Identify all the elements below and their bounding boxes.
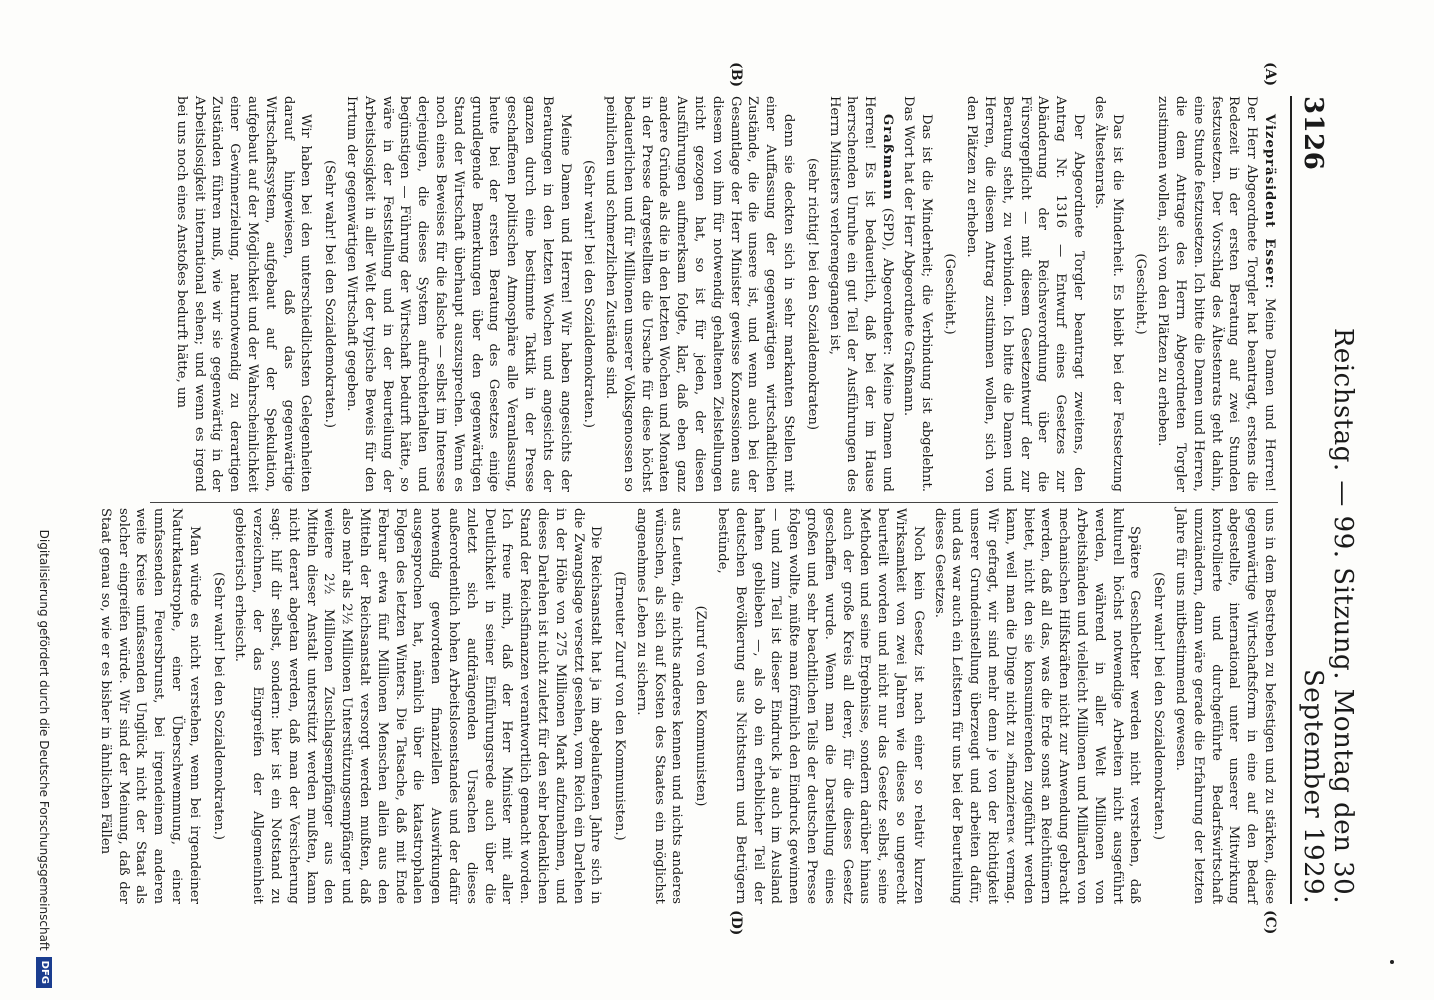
interjection: (Geschieht.) [1133,253,1149,335]
paragraph-text: Meine Damen und Herren! Der Herr Abgeordnete Torgler hat beantragt, erstens die Redezeit in der ersten Beratung auf zwei Stunden festzusetzen. Der Vorschlag des Ältestenrats geht dahin, eine Stunde festzusetzen. Ich bitte die Damen und Herren, die dem Antrage des Herrn Abgeordneten Torgler zustimmen wollen, sich von den Plätzen zu erheben. [1155,96,1277,492]
paragraph [930,508,1144,904]
page-header [1298,96,1358,904]
dfg-logo: DFG [36,957,52,988]
speaker-name: Vizepräsident Esser: [1262,114,1277,290]
interjection: (sehr richtig! bei den Sozialdemokraten) [804,158,820,430]
paragraph [713,508,927,904]
margin-mark-d: (D) [728,910,744,936]
paragraph-text: Das ist die Minderheit; die Verbindung ist abgelehnt. Das Wort hat der Herr Abgeordnete Graßmann. [900,96,934,492]
speaker-name: Graßmann [880,114,896,201]
header-rule [1290,96,1292,904]
paragraph [231,508,605,904]
footer-credit: Digitalisierung gefördert durch die Deutsche Forschungsgemeinschaft [37,529,51,951]
margin-mark-a: (A) [1262,62,1278,87]
margin-mark-b: (B) [728,62,744,88]
paragraph [601,96,797,492]
interjection: (Zuruf von den Kommunisten) [693,605,709,807]
interjection: (Erneuter Zuruf von den Kommunisten.) [612,571,628,841]
digitization-footer [34,0,54,1000]
paragraph [825,96,896,492]
paragraph [632,508,685,904]
paragraph-text: Das ist die Minderheit. Es bleibt bei der Festsetzung des Ältestenrats. [1091,96,1125,492]
margin-mark-c: (C) [1262,910,1278,935]
paragraph-text: aus Leuten, die nichts anderes kennen und nichts anderes wünschen, als sich auf Kosten des Staates ein möglichst angenehmes Leben zu sichern. [633,508,685,904]
interjection: (Sehr wahr! bei den Sozialdemokraten.) [1151,572,1167,840]
paragraph [342,96,573,492]
page-title: Reichstag. — 99. Sitzung. Montag den 30. September 1929. [1298,327,1358,904]
paragraph-text: denn sie deckten sich in sehr markanten Stellen mit einer Auffassung der gegenwärtigen wirtschaftlichen Zustände, die die unsere ist, und wenn auch bei der Gesamtlage der Herr Minister gewisse Konzessionen aus diesem von ihm für notwendig gehaltenen Zielstellungen nicht gezogen hat, so ist für jeden, der diesen Ausführungen aufmerksam folgte, klar, daß eben ganz andere Gründe als die in den letzten Wochen und Monaten in der Presse dargestellten die Ursache für diese höchst bedauerlichen und für Millionen unserer Volksgenossen so peinlichen und schmerzlichen Zustände sind. [603,96,797,492]
paragraph-text: (SPD), Abgeordneter: Meine Damen und Herren! Es ist bedauerlich, daß bei der im Hause herrschenden Unruhe ein gut Teil der Ausführungen des Herrn Ministers verlorengegangen ist, [826,96,896,493]
paragraph [1153,96,1278,492]
paragraph-text: Noch kein Gesetz ist nach einer so relativ kurzen Wirksamkeit von zwei Jahren wie dieses so ungerecht beurteilt worden und nicht nur das Gesetz selbst, seine Methoden und seine Ergebnisse, sondern darüber hinaus auch der große Kreis all derer, für die dieses Gesetz geschaffen wurde. Wenn man die Darstellung eines großen und sehr beachtlichen Teils der deutschen Presse folgen wollte, müßte man förmlich den Eindruck gewinnen — und zum Teil ist dieser Eindruck ja auch im Ausland haften geblieben —, als ob ein erheblicher Teil der deutschen Bevölkerung aus Nichtstuern und Betrügern bestünde, [715,508,926,904]
paragraph-text: Meine Damen und Herren! Wir haben angesichts der Beratungen in den letzten Wochen und angesichts der ganzen durch eine bestimmte Taktik in der Presse geschaffenen politischen Atmosphäre alle Veranlassung, heute bei der ersten Beratung des Gesetzes einige grundlegende Bemerkungen über den gegenwärtigen Stand der Wirtschaft überhaupt auszusprechen. Wenn es noch eines Beweises für die falsche — selbst im Interesse derjenigen, die dieses System aufrechterhalten und begünstigen — Führung der Wirtschaft bedurft hätte, so wäre in der Feststellung und in der Beurteilung der Arbeitslosigkeit in aller Welt der typische Beweis für den Irrtum der gegenwärtigen Wirtschaft gegeben. [343,96,573,492]
paragraph-text: Die Reichsanstalt hat ja im abgelaufenen Jahre sich in die Zwangslage versetzt gesehen, vom Reich ein Darlehen in der Höhe von 275 Millionen Mark aufzunehmen, und dieses Darlehen ist nicht zuletzt für den sehr bedenklichen Stand der Reichsfinanzen verantwortlich gemacht worden. Ich freue mich, daß der Herr Minister mit aller Deutlichkeit in seiner Einführungsrede auch über die zuletzt sich aufdrängenden Ursachen dieses außerordentlich hohen Arbeitslosenstandes und der dafür notwendig gewordenen finanziellen Auswirkungen ausgesprochen hat, nämlich über die katastrophalen Folgen des letzten Winters. Die Tatsache, daß mit Ende Februar etwa fünf Millionen Menschen allein aus den Mitteln der Reichsanstalt versorgt werden mußten, daß also mehr als 2½ Millionen Unterstützungsempfänger und weitere 2½ Millionen Zuschlagsempfänger aus den Mitteln dieser Anstalt unterstützt werden mußten, kann nicht derart abgetan werden, daß man der Versicherung sagt: hilf dir selbst, sondern: hier ist ein Notstand zu verzeichnen, der das Eingreifen der Allgemeinheit gebieterisch erheischt. [232,508,604,904]
paragraph-text: uns in dem Bestreben zu befestigen und zu stärken, diese gegenwärtige Wirtschaftsform in eine auf den Bedarf abgestellte, international unter unserer Mitwirkung kontrollierte und durchgeführte Bedarfswirtschaft umzuändern, dann wäre gerade die Erfahrung der letzten Jahre für uns mitbestimmend gewesen. [1173,508,1277,904]
interjection: (Sehr wahr! bei den Sozialdemokraten.) [581,160,597,428]
page-number: 3126 [1298,96,1328,171]
interjection: (Sehr wahr! bei den Sozialdemokraten.) [322,160,338,428]
interjection: (Sehr wahr! bei den Sozialdemokraten.) [210,572,226,840]
text-column-left [150,96,1278,492]
interjection: (Geschieht.) [942,253,958,335]
paragraph-text: Wir haben bei den unterschiedlichsten Gelegenheiten darauf hingewiesen, daß das gegenwärtige Wirtschaftssystem, aufgebaut auf der Spekulation, aufgebaut auf der Möglichkeit und der Wahrscheinlichkeit einer Gewinnerzielung, naturnotwendig zu derartigen Zuständen führen muß, wie wir sie gegenwärtig in der Arbeitslosigkeit international sehen; und wenn es irgend bei uns noch eines Anstoßes bedurft hätte, um [173,96,314,492]
text-column-right [97,508,1278,904]
paragraph-text: Spätere Geschlechter werden nicht verstehen, daß kulturell höchst notwendige Arbeiten nicht ausgeführt werden, während in aller Welt Millionen von Arbeitshänden und vielleicht Millionen und Milliarden von mechanischen Hilfskräften nicht zur Anwendung gebracht werden, daß all das, was die Erde sonst an Reichtümern bietet, nicht den sie konsumierenden zugeführt werden kann, weil man die Dinge nicht zu »finanzieren« vermag. Wir gefragt, wir sind mehr denn je von der Richtigkeit unserer Grundeinstellung überzeugt und arbeiten dafür, und das war auch ein Leitstern für uns bei der Beurteilung dieses Gesetzes. [931,508,1143,904]
paragraph [96,508,203,904]
paragraph [1090,96,1126,492]
paragraph [899,96,935,492]
paragraph [962,96,1087,492]
scan-speck [1390,960,1394,964]
paragraph-text: Man würde es nicht verstehen, wenn bei irgendeiner Naturkatastrophe, einer Überschwemmung, einer umfassenden Feuersbrunst, bei irgendeinem anderen weite Kreise umfassenden Unglück nicht der Staat als solcher eingreifen würde. Wir sind der Meinung, daß der Staat genau so, wie er es bisher in ähnlichen Fällen [97,508,202,904]
paragraph [172,96,314,492]
paragraph-text: Der Abgeordnete Torgler beantragt zweitens, den Antrag Nr. 1316 — Entwurf eines Gesetzes zur Abänderung der Reichsverordnung über die Fürsorgepflicht — mit diesem Gesetzentwurf der zur Beratung steht, zu verbinden. Ich bitte die Damen und Herren, die diesem Antrag zustimmen wollen, sich von den Plätzen zu erheben. [964,96,1087,492]
paragraph [1171,508,1278,904]
column-divider [150,502,1278,503]
